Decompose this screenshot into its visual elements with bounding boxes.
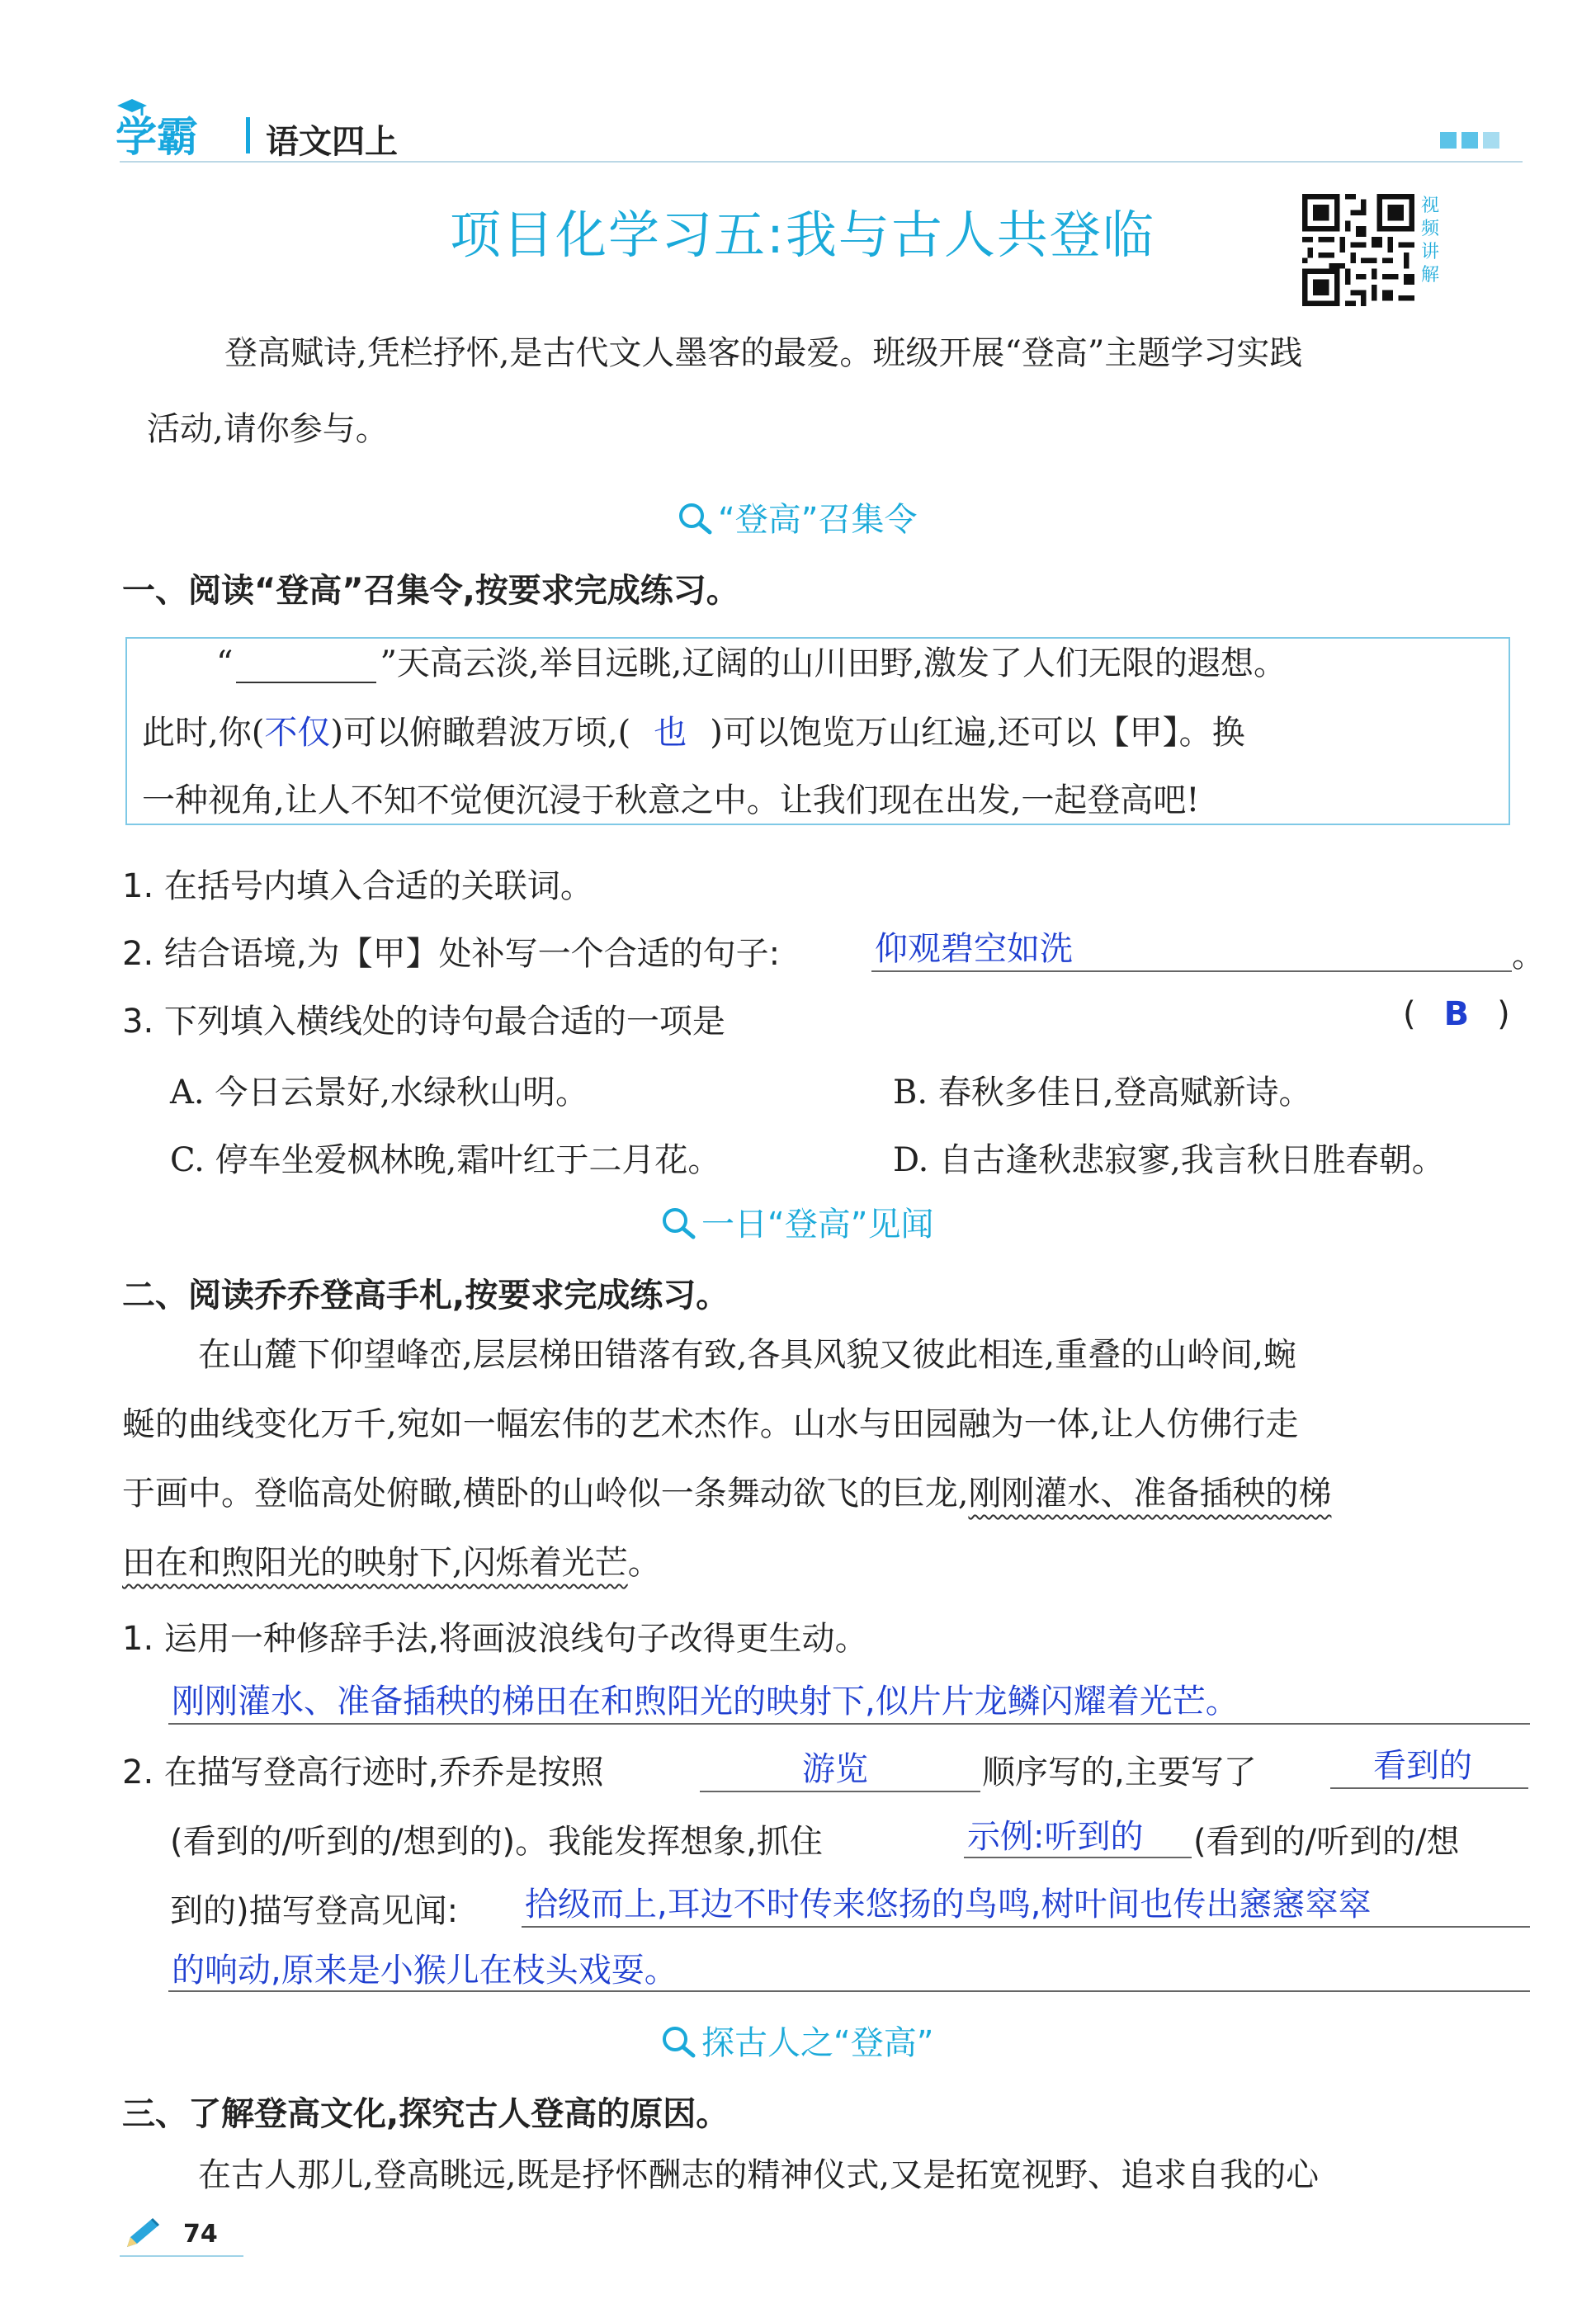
answer-focus[interactable]: 示例:听到的 xyxy=(967,1818,1144,1856)
section-heading xyxy=(660,1198,933,1245)
header-subject: 语文四上 xyxy=(266,123,398,161)
question-item-2 xyxy=(122,928,780,975)
page-title: 项目化学习五:我与古人共登临 xyxy=(450,205,1155,265)
passage-line: 在山麓下仰望峰峦,层层梯田错落有致,各具风貌又彼此相连,重叠的山岭间,蜿 xyxy=(198,1336,1296,1374)
intro-line: 登高赋诗,凭栏抒怀,是古代文人墨客的最爱。班级开展“登高”主题学习实践 xyxy=(224,334,1303,372)
question-heading: 一、阅读“登高”召集令,按要求完成练习。 xyxy=(122,572,739,610)
item-number: 3. xyxy=(122,1003,154,1041)
answer-line xyxy=(168,1990,1530,1992)
header-decoration-square xyxy=(1483,132,1499,149)
answer-line xyxy=(871,970,1512,972)
answer-sentence[interactable]: 刚刚灌水、准备插秧的梯田在和煦阳光的映射下,似片片龙鳞闪耀着光芒。 xyxy=(172,1683,1239,1721)
passage-line: 蜒的曲线变化万千,宛如一幅宏伟的艺术杰作。山水与田园融为一体,让人仿佛行走 xyxy=(122,1405,1299,1443)
quote-open: “ xyxy=(216,644,234,682)
intro-line: 活动,请你参与。 xyxy=(147,410,389,448)
choice-answer[interactable]: B xyxy=(1443,995,1470,1033)
answer-line xyxy=(522,1926,1530,1928)
answer-line xyxy=(168,1723,1530,1725)
magnifier-icon xyxy=(660,1204,696,1240)
callout-text: 此时,你( xyxy=(142,714,265,752)
item-text: 运用一种修辞手法,将画波浪线句子改得更生动。 xyxy=(163,1620,868,1658)
option-b: B. 春秋多佳日,登高赋新诗。 xyxy=(893,1074,1312,1112)
passage-line: 在古人那儿,登高眺远,既是抒怀酬志的精神仪式,又是拓宽视野、追求自我的心 xyxy=(198,2156,1320,2194)
callout-line: 一种视角,让人不知不觉便沉浸于秋意之中。让我们现在出发,一起登高吧! xyxy=(142,781,1200,819)
item-number: 1. xyxy=(122,1620,154,1658)
section-heading-text: “登高”召集令 xyxy=(718,501,918,539)
question-item-3 xyxy=(122,995,725,1042)
qr-code-icon[interactable] xyxy=(1302,194,1414,306)
wavy-underlined-text: 刚刚灌水、准备插秧的梯 xyxy=(968,1475,1332,1513)
answer-connective-1[interactable]: 不仅 xyxy=(264,714,331,752)
option-a: A. 今日云景好,水绿秋山明。 xyxy=(170,1074,589,1112)
answer-connective-2[interactable]: 也 xyxy=(654,714,687,752)
callout-text: )可以饱览万山红遍,还可以【甲】。换 xyxy=(710,714,1245,752)
passage-text: 于画中。登临高处俯瞰,横卧的山岭似一条舞动欲飞的巨龙, xyxy=(122,1475,969,1513)
answer-main-content[interactable]: 看到的 xyxy=(1373,1747,1472,1785)
item-text: 在括号内填入合适的关联词。 xyxy=(163,867,593,905)
answer-line xyxy=(700,1791,980,1792)
qr-caption: 视频讲解 xyxy=(1421,196,1440,286)
question-item-1 xyxy=(122,860,593,907)
header-decoration-square xyxy=(1461,132,1478,149)
option-d: D. 自古逢秋悲寂寥,我言秋日胜春朝。 xyxy=(893,1141,1445,1179)
passage-line xyxy=(122,1543,661,1583)
section-heading-text: 探古人之“登高” xyxy=(701,2024,934,2062)
choice-answer-box[interactable] xyxy=(1403,995,1510,1033)
section-heading xyxy=(677,493,917,540)
item-text: 结合语境,为【甲】处补写一个合适的句子: xyxy=(163,935,781,973)
passage-text: 。 xyxy=(627,1544,661,1582)
item-number: 1. xyxy=(122,867,154,905)
paren-close: ) xyxy=(1497,995,1510,1033)
item-text: 在描写登高行迹时,乔乔是按照 xyxy=(163,1754,604,1791)
magnifier-icon xyxy=(660,2023,696,2059)
answer-line xyxy=(1330,1787,1528,1789)
item-text: (看到的/听到的/想到的)。我能发挥想象,抓住 xyxy=(170,1823,823,1861)
section-heading xyxy=(660,2017,933,2064)
header-logo: 学霸 xyxy=(116,113,198,161)
question-heading: 三、了解登高文化,探究古人登高的原因。 xyxy=(122,2095,730,2133)
item-end-punct: 。 xyxy=(1512,937,1545,975)
question-heading: 二、阅读乔乔登高手札,按要求完成练习。 xyxy=(122,1277,730,1315)
item-number: 2. xyxy=(122,1754,154,1791)
item-text-line xyxy=(170,1815,823,1862)
item-text: 顺序写的,主要写了 xyxy=(982,1754,1257,1791)
item-text: 下列填入横线处的诗句最合适的一项是 xyxy=(163,1003,725,1041)
callout-text: )可以俯瞰碧波万顷,( xyxy=(330,714,631,752)
callout-text: ”天高云淡,举目远眺,辽阔的山川田野,激发了人们无限的遐想。 xyxy=(380,644,1287,682)
page-number: 74 xyxy=(183,2220,218,2249)
question-item-2 xyxy=(122,1746,604,1793)
section-heading-text: 一日“登高”见闻 xyxy=(701,1206,934,1244)
callout-line xyxy=(216,644,1287,683)
callout-line xyxy=(142,713,1245,753)
passage-line xyxy=(122,1474,1331,1513)
header-rule xyxy=(120,161,1523,163)
answer-description[interactable]: 的响动,原来是小猴儿在枝头戏耍。 xyxy=(172,1952,678,1990)
paren-open: ( xyxy=(1403,995,1416,1033)
magnifier-icon xyxy=(677,499,713,536)
blank-line[interactable] xyxy=(236,652,376,683)
option-c: C. 停车坐爱枫林晚,霜叶红于二月花。 xyxy=(170,1141,721,1179)
item-text-line: 到的)描写登高见闻: xyxy=(170,1892,459,1930)
question-item-1 xyxy=(122,1612,868,1659)
header-decoration-square xyxy=(1440,132,1457,149)
answer-sentence[interactable]: 仰观碧空如洗 xyxy=(875,930,1073,968)
item-text: (看到的/听到的/想 xyxy=(1193,1823,1460,1861)
answer-order[interactable]: 游览 xyxy=(802,1750,868,1788)
item-number: 2. xyxy=(122,935,154,973)
answer-line xyxy=(964,1857,1192,1858)
pencil-icon xyxy=(122,2216,165,2252)
wavy-underlined-text: 田在和煦阳光的映射下,闪烁着光芒 xyxy=(122,1544,628,1582)
answer-description[interactable]: 拾级而上,耳边不时传来悠扬的鸟鸣,树叶间也传出窸窸窣窣 xyxy=(525,1886,1372,1924)
header-divider xyxy=(246,117,250,153)
footer-rule xyxy=(120,2255,243,2257)
